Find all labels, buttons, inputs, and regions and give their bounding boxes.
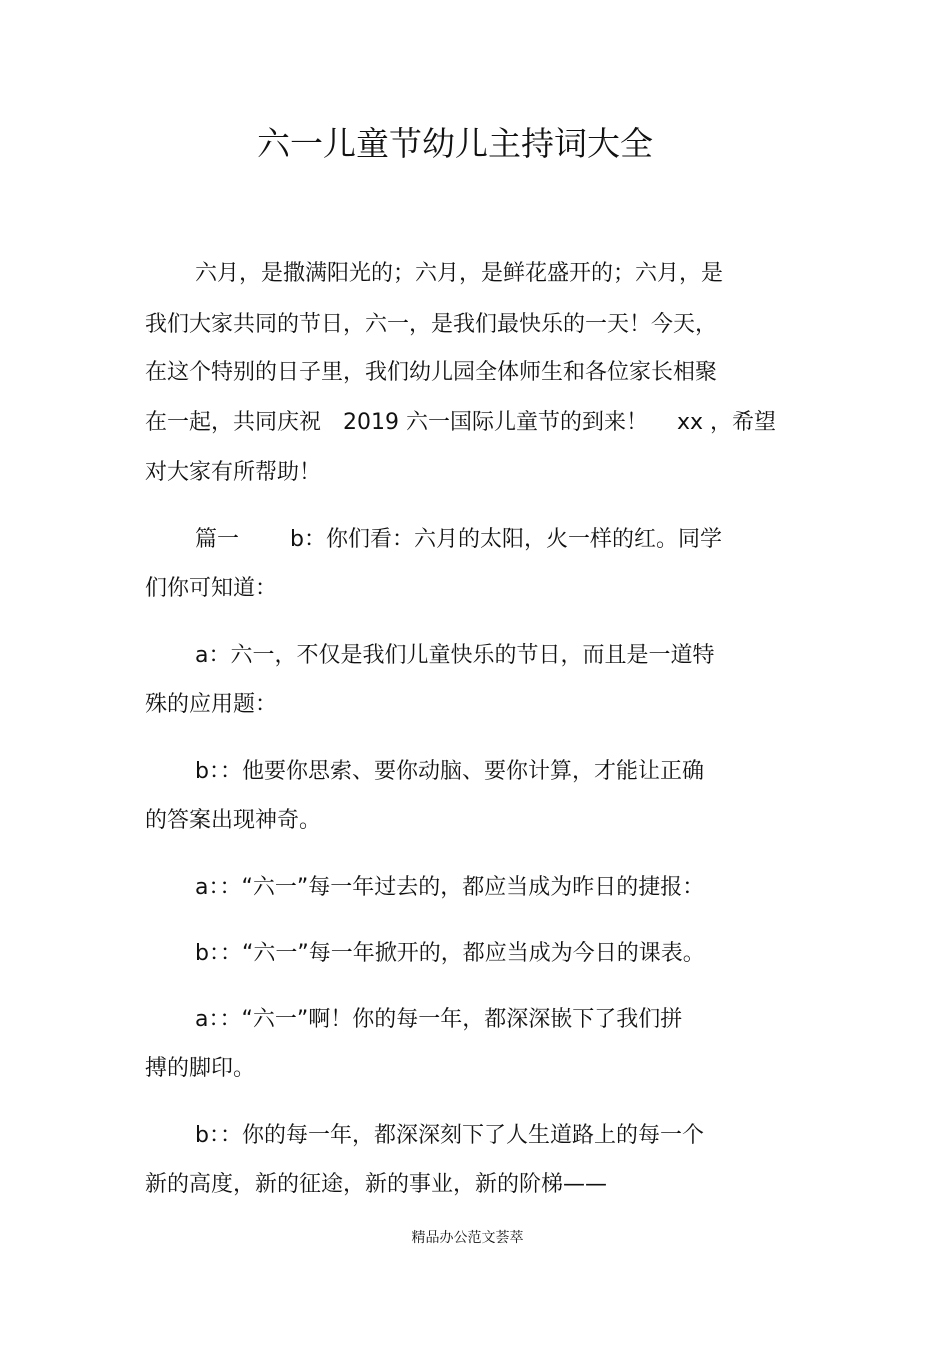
paragraph-line: 新的高度，新的征途，新的事业，新的阶梯—— (145, 1172, 608, 1197)
paragraph-line: a：六一，不仅是我们儿童快乐的节日，而且是一道特 (195, 643, 715, 668)
document-title: 六一儿童节幼儿主持词大全 (257, 124, 653, 163)
paragraph-line: 六月，是撒满阳光的；六月，是鲜花盛开的；六月，是 (195, 261, 724, 286)
paragraph-line: 搏的脚印。 (145, 1056, 256, 1081)
page-footer: 精品办公范文荟萃 (411, 1230, 524, 1246)
paragraph-line: b：：“六一”每一年掀开的，都应当成为今日的课表。 (195, 941, 705, 966)
paragraph-line: a：：“六一”每一年过去的，都应当成为昨日的捷报： (195, 875, 705, 900)
paragraph-line: 殊的应用题： (145, 692, 278, 717)
paragraph-line: 篇一 b：你们看：六月的太阳，火一样的红。同学 (195, 527, 722, 552)
paragraph-line: 在一起，共同庆祝 2019 六一国际儿童节的到来！ xx ，希望 (145, 410, 777, 435)
paragraph-line: 对大家有所帮助！ (145, 460, 322, 485)
paragraph-line: 我们大家共同的节日，六一，是我们最快乐的一天！今天， (145, 312, 718, 337)
paragraph-line: b：：他要你思索、要你动脑、要你计算，才能让正确 (195, 759, 704, 784)
paragraph-line: 的答案出现神奇。 (145, 808, 322, 833)
paragraph-line: 们你可知道： (145, 576, 278, 601)
paragraph-line: b：：你的每一年，都深深刻下了人生道路上的每一个 (195, 1123, 704, 1148)
paragraph-line: 在这个特别的日子里，我们幼儿园全体师生和各位家长相聚 (145, 360, 718, 385)
paragraph-line: a：：“六一”啊！你的每一年，都深深嵌下了我们拼 (195, 1007, 683, 1032)
